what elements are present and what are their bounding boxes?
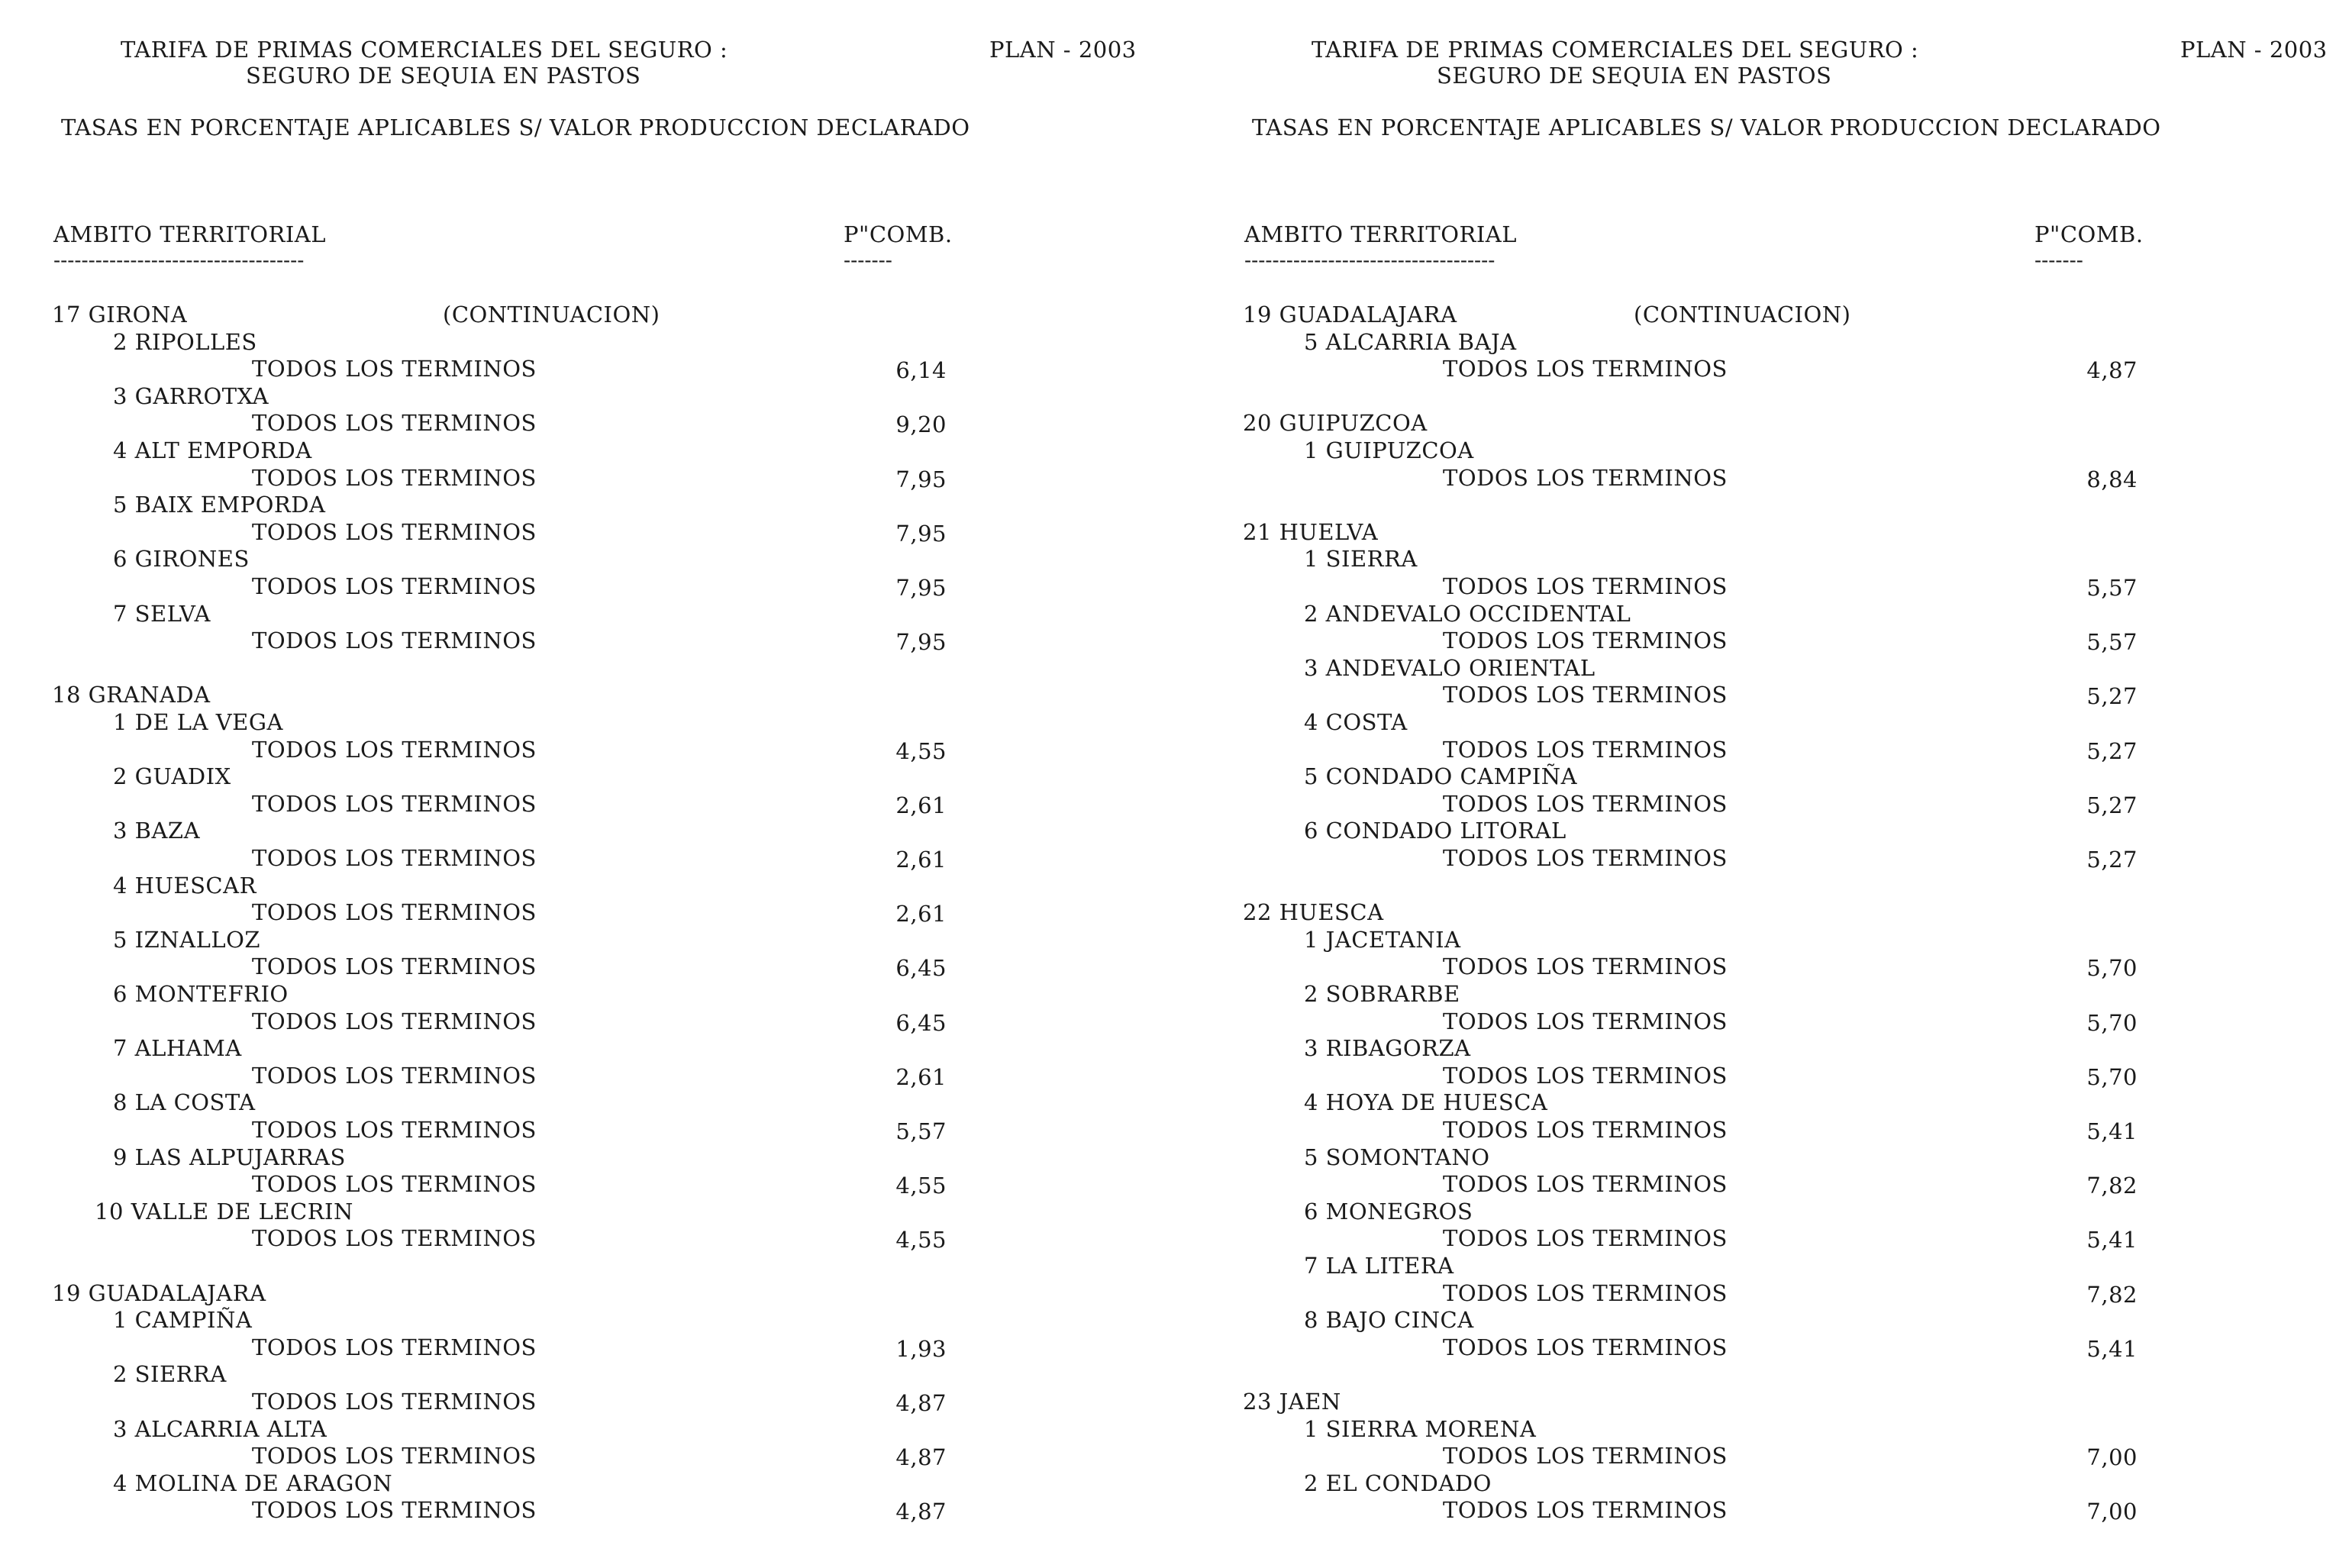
term-label: TODOS LOS TERMINOS xyxy=(1443,1062,1728,1089)
rate-value: 2,61 xyxy=(895,792,947,818)
comarca-name: 2 EL CONDADO xyxy=(1304,1470,1492,1496)
rate-value: 2,61 xyxy=(895,847,947,873)
rate-value: 5,41 xyxy=(2086,1227,2138,1253)
term-label: TODOS LOS TERMINOS xyxy=(252,1443,537,1470)
rate-value: 5,70 xyxy=(2086,1009,2138,1036)
comarca-name: 6 MONEGROS xyxy=(1304,1198,1473,1224)
rate-value: 1,93 xyxy=(895,1335,947,1362)
term-label: TODOS LOS TERMINOS xyxy=(252,1497,537,1524)
term-label: TODOS LOS TERMINOS xyxy=(1443,1171,1728,1198)
comarca-name: 6 MONTEFRIO xyxy=(113,981,289,1007)
rate-value: 6,45 xyxy=(895,1009,947,1036)
rate-value: 4,87 xyxy=(895,1390,947,1416)
term-label: TODOS LOS TERMINOS xyxy=(1443,953,1728,980)
comarca-name: 3 RIBAGORZA xyxy=(1304,1035,1471,1062)
continuation-note: (CONTINUACION) xyxy=(443,302,660,327)
column-rule-ambito: ------------------------------------ xyxy=(1244,249,1495,273)
plan-label: PLAN - 2003 xyxy=(989,37,1137,63)
comarca-name: 7 ALHAMA xyxy=(113,1035,242,1062)
rate-value: 5,27 xyxy=(2086,792,2138,818)
rate-value: 7,95 xyxy=(895,629,947,656)
rate-value: 7,82 xyxy=(2086,1281,2138,1308)
term-label: TODOS LOS TERMINOS xyxy=(252,628,537,654)
comarca-name: 8 BAJO CINCA xyxy=(1304,1307,1474,1334)
term-label: TODOS LOS TERMINOS xyxy=(252,1008,537,1034)
term-label: TODOS LOS TERMINOS xyxy=(1443,1225,1728,1252)
term-label: TODOS LOS TERMINOS xyxy=(252,573,537,599)
rate-value: 4,87 xyxy=(2086,357,2138,384)
comarca-name: 5 SOMONTANO xyxy=(1304,1144,1490,1170)
term-label: TODOS LOS TERMINOS xyxy=(1443,628,1728,654)
comarca-name: 5 IZNALLOZ xyxy=(113,926,261,953)
comarca-name: 10 VALLE DE LECRIN xyxy=(95,1198,353,1224)
term-label: TODOS LOS TERMINOS xyxy=(252,410,537,437)
comarca-name: 3 ANDEVALO ORIENTAL xyxy=(1304,654,1596,681)
rate-value: 5,70 xyxy=(2086,955,2138,982)
comarca-name: 3 GARROTXA xyxy=(113,382,269,409)
comarca-name: 3 ALCARRIA ALTA xyxy=(113,1415,327,1442)
term-label: TODOS LOS TERMINOS xyxy=(1443,1497,1728,1524)
term-label: TODOS LOS TERMINOS xyxy=(1443,1008,1728,1034)
rate-value: 5,41 xyxy=(2086,1335,2138,1362)
rate-value: 4,55 xyxy=(895,737,947,764)
term-label: TODOS LOS TERMINOS xyxy=(1443,790,1728,817)
comarca-name: 3 BAZA xyxy=(113,818,201,844)
term-label: TODOS LOS TERMINOS xyxy=(252,1062,537,1089)
province-name: 19 GUADALAJARA xyxy=(52,1279,266,1306)
rate-value: 5,70 xyxy=(2086,1063,2138,1090)
rates-subtitle: TASAS EN PORCENTAJE APLICABLES S/ VALOR PRODUCCION DECLARADO xyxy=(61,115,970,140)
province-name: 22 HUESCA xyxy=(1243,899,1384,926)
term-label: TODOS LOS TERMINOS xyxy=(252,899,537,926)
rate-value: 5,27 xyxy=(2086,737,2138,764)
term-label: TODOS LOS TERMINOS xyxy=(1443,1279,1728,1306)
rate-value: 7,95 xyxy=(895,575,947,601)
comarca-name: 2 GUADIX xyxy=(113,763,231,790)
province-name: 19 GUADALAJARA xyxy=(1243,302,1457,327)
comarca-name: 6 GIRONES xyxy=(113,546,250,573)
term-label: TODOS LOS TERMINOS xyxy=(1443,573,1728,599)
rate-value: 7,95 xyxy=(895,466,947,492)
comarca-name: 4 HOYA DE HUESCA xyxy=(1304,1089,1548,1116)
rate-value: 7,82 xyxy=(2086,1173,2138,1199)
comarca-name: 2 RIPOLLES xyxy=(113,328,257,355)
comarca-name: 7 SELVA xyxy=(113,600,211,627)
column-header-pcomb: P"COMB. xyxy=(844,221,953,247)
term-label: TODOS LOS TERMINOS xyxy=(252,1389,537,1415)
column-rule-pcomb: ------- xyxy=(844,249,892,273)
comarca-name: 1 JACETANIA xyxy=(1304,926,1461,953)
term-label: TODOS LOS TERMINOS xyxy=(252,736,537,763)
plan-label: PLAN - 2003 xyxy=(2180,37,2328,63)
comarca-name: 2 SOBRARBE xyxy=(1304,981,1460,1007)
column-rule-ambito: ------------------------------------ xyxy=(53,249,305,273)
term-label: TODOS LOS TERMINOS xyxy=(1443,845,1728,871)
term-label: TODOS LOS TERMINOS xyxy=(1443,356,1728,382)
comarca-name: 5 BAIX EMPORDA xyxy=(113,492,326,518)
rate-value: 5,57 xyxy=(2086,629,2138,656)
rate-value: 4,55 xyxy=(895,1173,947,1199)
term-label: TODOS LOS TERMINOS xyxy=(252,356,537,382)
continuation-note: (CONTINUACION) xyxy=(1634,302,1851,327)
province-name: 21 HUELVA xyxy=(1243,518,1379,545)
rate-value: 5,57 xyxy=(895,1118,947,1144)
comarca-name: 1 SIERRA MORENA xyxy=(1304,1415,1537,1442)
comarca-name: 4 HUESCAR xyxy=(113,872,257,899)
rate-value: 2,61 xyxy=(895,1063,947,1090)
term-label: TODOS LOS TERMINOS xyxy=(252,518,537,545)
term-label: TODOS LOS TERMINOS xyxy=(1443,1334,1728,1360)
term-label: TODOS LOS TERMINOS xyxy=(1443,1443,1728,1470)
comarca-name: 1 DE LA VEGA xyxy=(113,709,283,735)
header-title: TARIFA DE PRIMAS COMERCIALES DEL SEGURO : xyxy=(1312,37,1919,63)
term-label: TODOS LOS TERMINOS xyxy=(252,953,537,980)
term-label: TODOS LOS TERMINOS xyxy=(1443,1117,1728,1143)
rate-value: 7,95 xyxy=(895,520,947,547)
column-header-ambito: AMBITO TERRITORIAL xyxy=(53,221,326,247)
rate-value: 5,27 xyxy=(2086,683,2138,710)
comarca-name: 1 GUIPUZCOA xyxy=(1304,437,1474,463)
term-label: TODOS LOS TERMINOS xyxy=(1443,682,1728,708)
rate-value: 7,00 xyxy=(2086,1499,2138,1525)
province-name: 23 JAEN xyxy=(1243,1389,1341,1415)
comarca-name: 5 CONDADO CAMPIÑA xyxy=(1304,763,1578,790)
comarca-name: 2 SIERRA xyxy=(113,1361,227,1388)
rate-value: 7,00 xyxy=(2086,1444,2138,1471)
term-label: TODOS LOS TERMINOS xyxy=(252,1171,537,1198)
comarca-name: 8 LA COSTA xyxy=(113,1089,256,1116)
rate-value: 5,27 xyxy=(2086,847,2138,873)
header-subtitle-product: SEGURO DE SEQUIA EN PASTOS xyxy=(246,63,641,89)
rate-value: 5,41 xyxy=(2086,1118,2138,1144)
column-header-pcomb: P"COMB. xyxy=(2034,221,2144,247)
comarca-name: 6 CONDADO LITORAL xyxy=(1304,818,1566,844)
header-subtitle-product: SEGURO DE SEQUIA EN PASTOS xyxy=(1437,63,1832,89)
rate-value: 4,87 xyxy=(895,1499,947,1525)
term-label: TODOS LOS TERMINOS xyxy=(1443,464,1728,491)
comarca-name: 9 LAS ALPUJARRAS xyxy=(113,1144,346,1170)
term-label: TODOS LOS TERMINOS xyxy=(252,1334,537,1360)
province-name: 18 GRANADA xyxy=(52,682,211,708)
term-label: TODOS LOS TERMINOS xyxy=(252,845,537,871)
rates-subtitle: TASAS EN PORCENTAJE APLICABLES S/ VALOR PRODUCCION DECLARADO xyxy=(1252,115,2161,140)
rate-value: 8,84 xyxy=(2086,466,2138,492)
comarca-name: 1 CAMPIÑA xyxy=(113,1307,253,1334)
term-label: TODOS LOS TERMINOS xyxy=(252,464,537,491)
term-label: TODOS LOS TERMINOS xyxy=(252,1225,537,1252)
term-label: TODOS LOS TERMINOS xyxy=(252,790,537,817)
comarca-name: 7 LA LITERA xyxy=(1304,1253,1454,1279)
rate-value: 4,87 xyxy=(895,1444,947,1471)
rate-value: 2,61 xyxy=(895,901,947,928)
comarca-name: 4 MOLINA DE ARAGON xyxy=(113,1470,393,1496)
province-name: 20 GUIPUZCOA xyxy=(1243,410,1428,437)
header-title: TARIFA DE PRIMAS COMERCIALES DEL SEGURO : xyxy=(121,37,728,63)
comarca-name: 4 COSTA xyxy=(1304,709,1408,735)
rate-value: 9,20 xyxy=(895,411,947,438)
province-name: 17 GIRONA xyxy=(52,302,188,327)
column-rule-pcomb: ------- xyxy=(2034,249,2083,273)
rate-value: 6,45 xyxy=(895,955,947,982)
comarca-name: 2 ANDEVALO OCCIDENTAL xyxy=(1304,600,1631,627)
term-label: TODOS LOS TERMINOS xyxy=(252,1117,537,1143)
comarca-name: 5 ALCARRIA BAJA xyxy=(1304,328,1517,355)
column-header-ambito: AMBITO TERRITORIAL xyxy=(1244,221,1517,247)
page-right xyxy=(1191,0,2336,1568)
comarca-name: 4 ALT EMPORDA xyxy=(113,437,312,463)
rate-value: 5,57 xyxy=(2086,575,2138,601)
comarca-name: 1 SIERRA xyxy=(1304,546,1418,573)
rate-value: 6,14 xyxy=(895,357,947,384)
rate-value: 4,55 xyxy=(895,1227,947,1253)
term-label: TODOS LOS TERMINOS xyxy=(1443,736,1728,763)
